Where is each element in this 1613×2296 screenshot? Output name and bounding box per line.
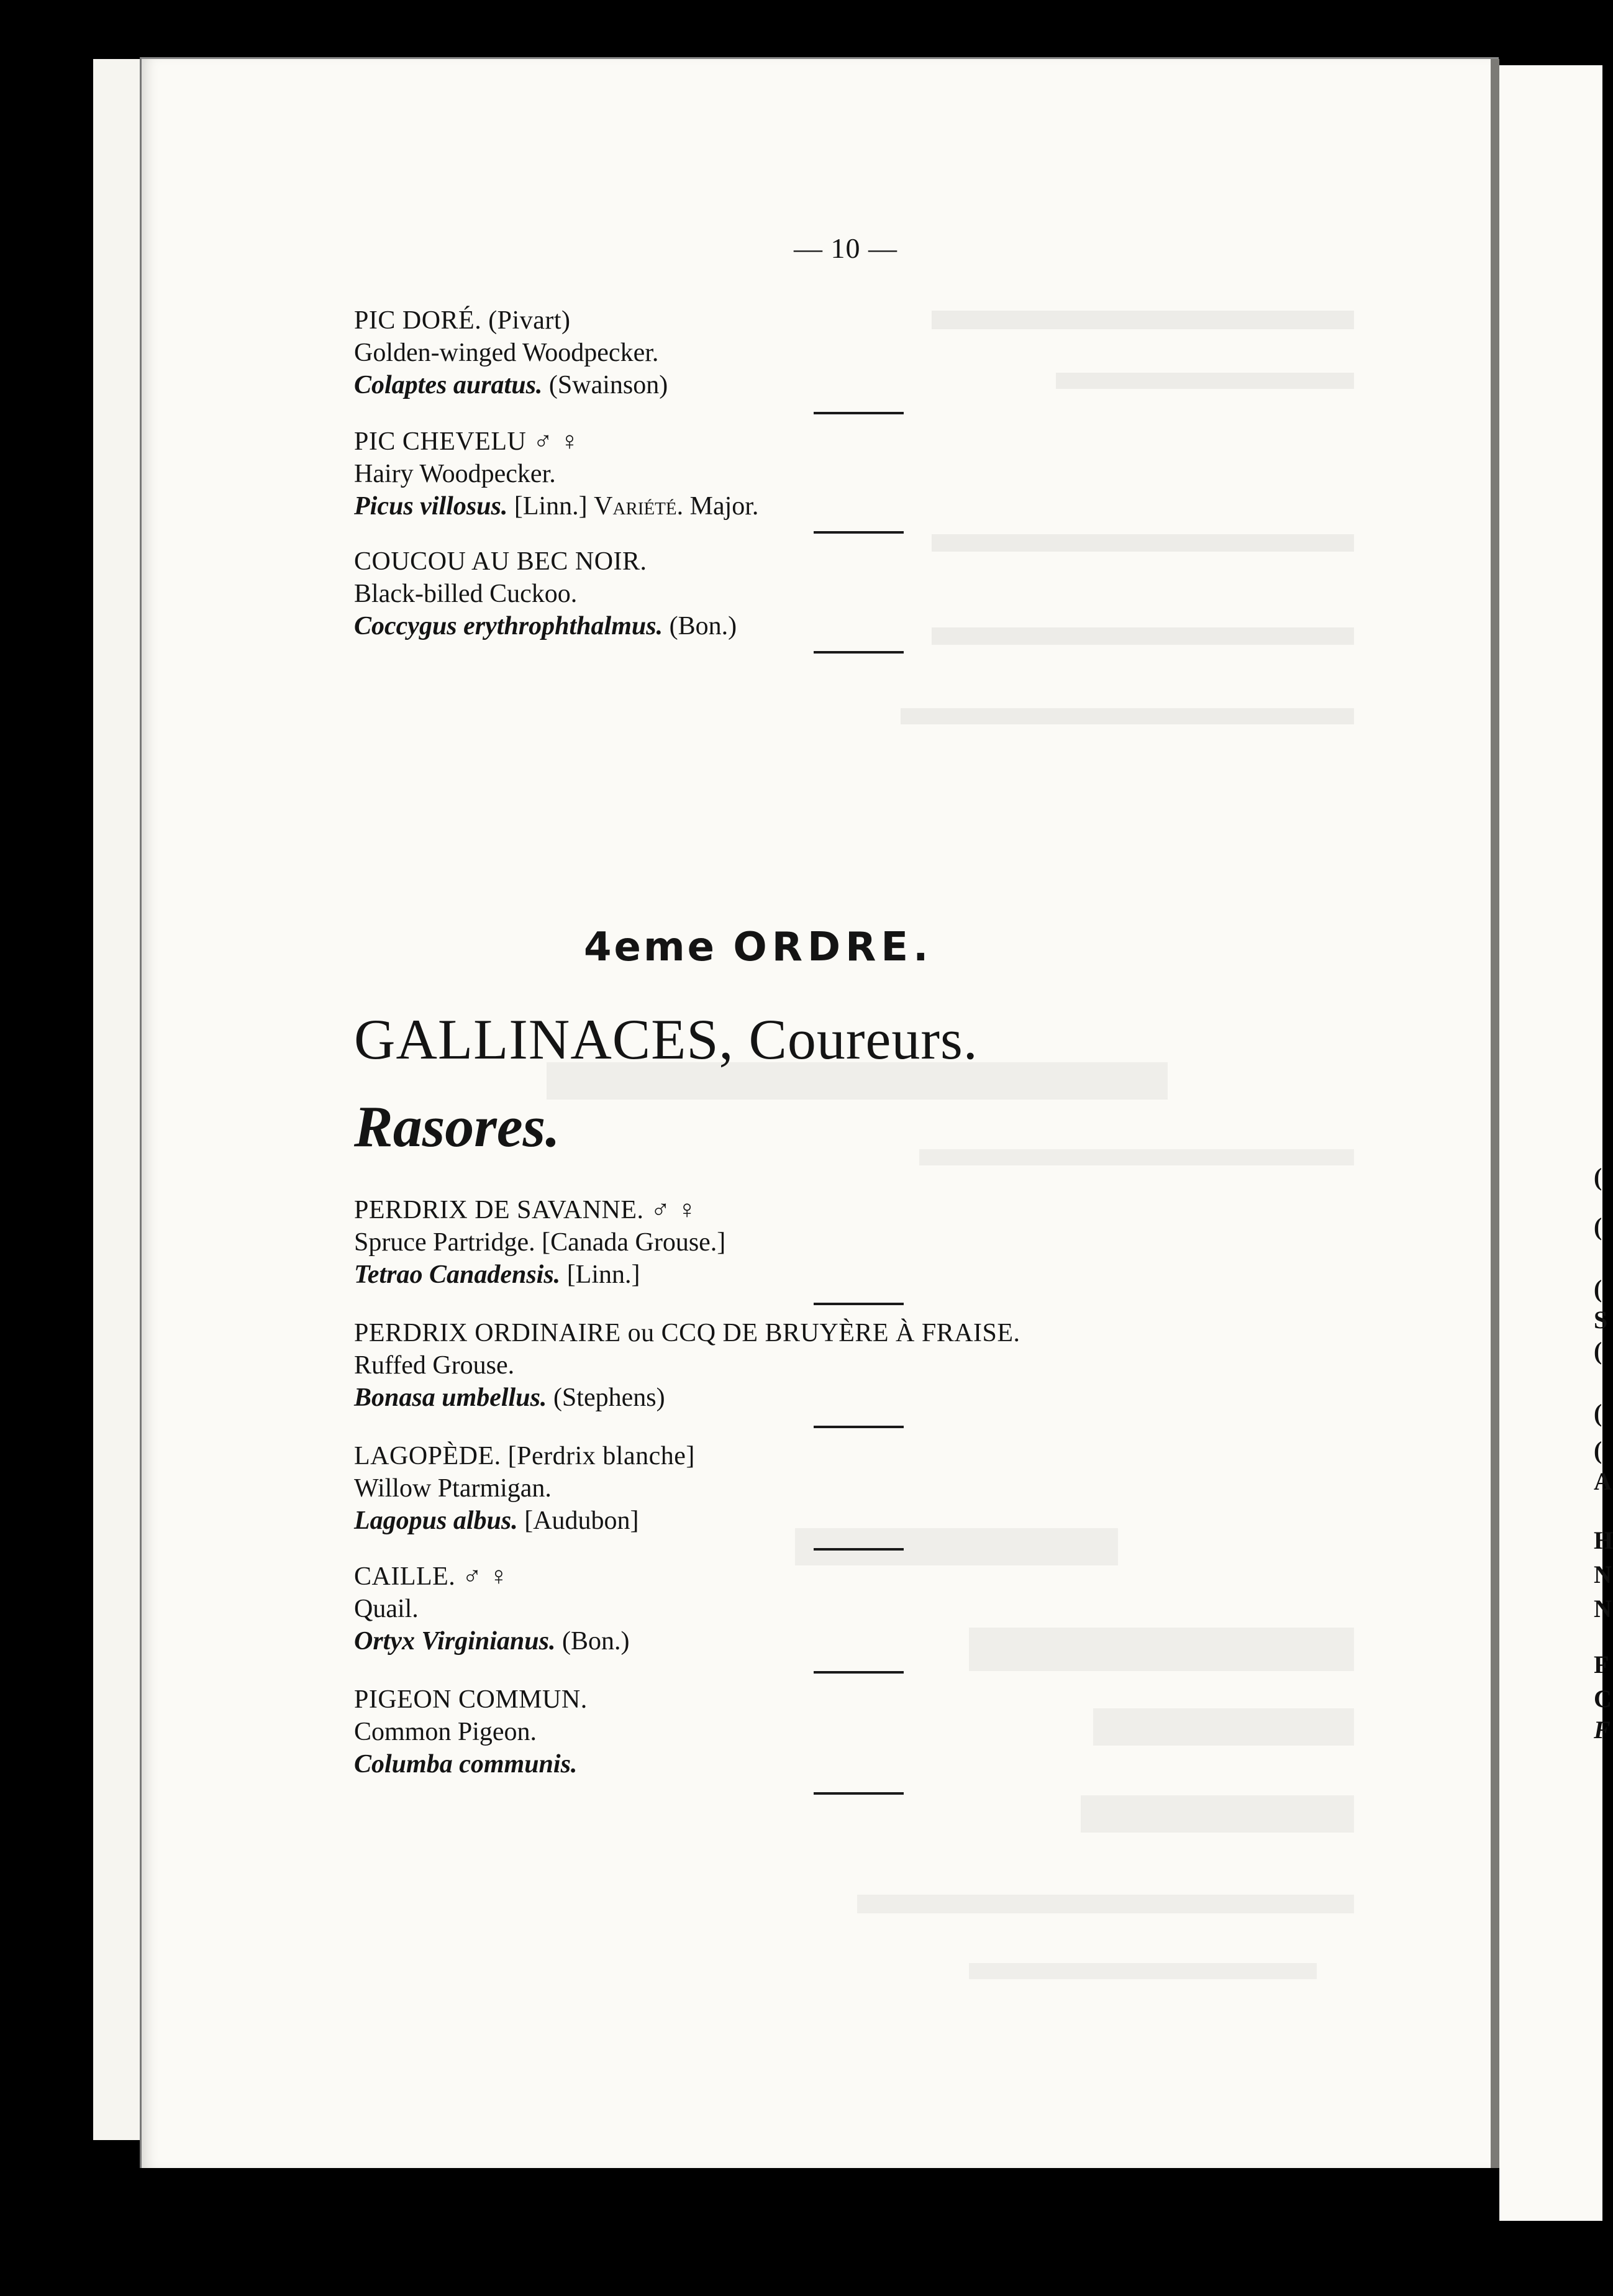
next-page-letter: F <box>1594 1651 1609 1679</box>
next-page-letter: ( <box>1594 1213 1602 1241</box>
next-page-letter: ( <box>1594 1399 1602 1427</box>
entry-separator <box>814 531 904 534</box>
latin-name: Tetrao Canadensis. <box>354 1260 561 1289</box>
species-entry <box>354 1560 629 1657</box>
next-page-letter: C <box>1594 1685 1612 1713</box>
authority: [Audubon] <box>524 1506 639 1535</box>
entry-separator <box>814 651 904 654</box>
species-entry <box>354 545 737 642</box>
page-edge <box>93 59 107 2140</box>
authority: (Stephens) <box>553 1383 665 1412</box>
next-page-letter: N <box>1594 1595 1612 1623</box>
next-page-edge <box>1499 65 1613 2221</box>
english-name: Spruce Partridge. [Canada Grouse.] <box>354 1228 726 1257</box>
latin-line <box>354 1625 629 1657</box>
authority: [Linn.] <box>514 492 588 521</box>
next-page-letter: ( <box>1594 1436 1602 1464</box>
latin-line <box>354 490 758 522</box>
next-page-letter: ( <box>1594 1275 1602 1303</box>
next-page-letter: S <box>1594 1306 1608 1334</box>
page-edge <box>106 59 119 2140</box>
latin-name: Colaptes auratus. <box>354 371 543 399</box>
latin-name: Ortyx Virginianus. <box>354 1627 556 1656</box>
latin-name: Picus villosus. <box>354 492 508 521</box>
species-entry <box>354 426 758 522</box>
english-name: Golden-winged Woodpecker. <box>354 339 659 367</box>
latin-line <box>354 610 737 642</box>
species-entry <box>354 304 668 401</box>
english-name: Willow Ptarmigan. <box>354 1474 552 1503</box>
species-entry <box>354 1683 588 1780</box>
book-gutter <box>1491 59 1499 2168</box>
order-heading <box>584 924 933 970</box>
page-number: — 10 — <box>794 232 897 264</box>
authority: [Linn.] <box>566 1260 640 1289</box>
french-name: PERDRIX DE SAVANNE. ♂ ♀ <box>354 1196 697 1224</box>
variety-value: Major. <box>689 492 759 521</box>
next-page-letter: ( <box>1594 1337 1602 1365</box>
order-number: 4eme <box>584 924 717 970</box>
latin-line <box>354 1259 725 1291</box>
english-name: Black-billed Cuckoo. <box>354 580 578 608</box>
group-latin: Rasores. <box>354 1095 560 1159</box>
latin-name: Bonasa umbellus. <box>354 1383 547 1412</box>
french-name: CAILLE. ♂ ♀ <box>354 1562 509 1591</box>
entry-separator <box>814 412 904 414</box>
next-page-letter: ( <box>1594 1163 1602 1191</box>
species-entry <box>354 1317 1020 1414</box>
english-name: Hairy Woodpecker. <box>354 460 556 488</box>
french-name: PERDRIX ORDINAIRE ou CCQ DE BRUYÈRE À FRAISE. <box>354 1319 1020 1347</box>
entry-separator <box>814 1426 904 1428</box>
species-entry <box>354 1440 695 1537</box>
latin-name: Columba communis. <box>354 1750 578 1779</box>
group-title: GALLINACES, Coureurs. <box>354 1008 978 1071</box>
authority: (Bon.) <box>561 1627 630 1656</box>
english-name: Quail. <box>354 1595 419 1623</box>
french-name: PIC DORÉ. (Pivart) <box>354 306 571 335</box>
order-word: ORDRE. <box>733 924 934 970</box>
entry-separator <box>814 1792 904 1795</box>
next-page-letter: N <box>1594 1560 1612 1588</box>
latin-name: Coccygus erythrophthalmus. <box>354 612 663 640</box>
next-page-letter: H <box>1594 1526 1613 1554</box>
french-name: PIGEON COMMUN. <box>354 1685 588 1714</box>
latin-name: Lagopus albus. <box>354 1506 518 1535</box>
french-name: LAGOPÈDE. [Perdrix blanche] <box>354 1442 695 1470</box>
french-name: PIC CHEVELU ♂ ♀ <box>354 427 580 456</box>
next-page-letter: F <box>1594 1716 1611 1744</box>
entry-separator <box>814 1303 904 1305</box>
english-name: Ruffed Grouse. <box>354 1351 515 1380</box>
entry-separator <box>814 1671 904 1674</box>
authority: (Bon.) <box>669 612 737 640</box>
latin-line <box>354 1505 695 1537</box>
french-name: COUCOU AU BEC NOIR. <box>354 547 647 576</box>
species-entry <box>354 1194 725 1291</box>
latin-line <box>354 369 668 401</box>
latin-line <box>354 1382 1020 1414</box>
variety-label: Variété. <box>594 492 684 521</box>
entry-separator <box>814 1548 904 1551</box>
latin-line <box>354 1748 588 1780</box>
authority: (Swainson) <box>548 371 668 399</box>
english-name: Common Pigeon. <box>354 1718 537 1746</box>
next-page-letter: A <box>1594 1467 1612 1495</box>
